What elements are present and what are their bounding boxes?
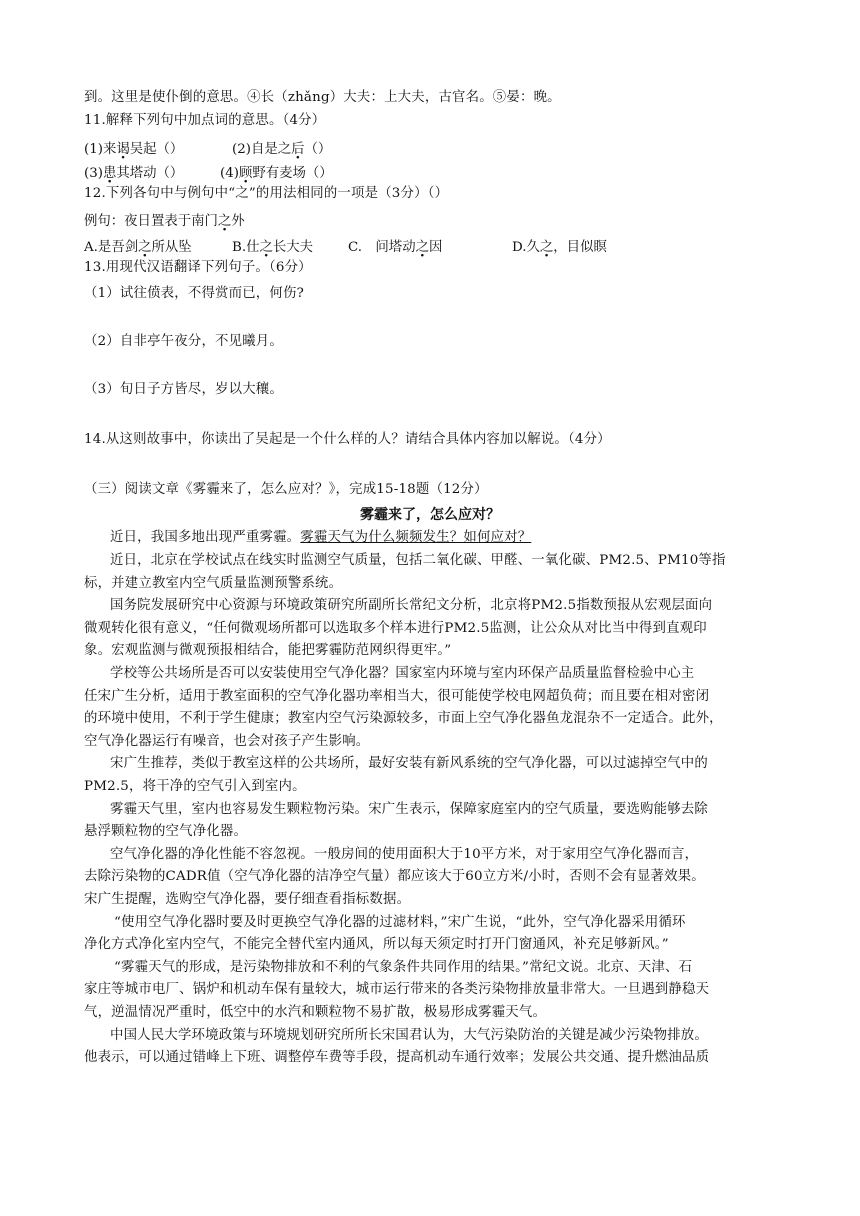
article-line: 家庄等城市电厂、锅炉和机动车保有量较大，城市运行带来的各类污染物排放量非常大。一旦遇到静稳天 bbox=[84, 982, 710, 998]
article-line: 他表示，可以通过错峰上下班、调整停车费等手段，提高机动车通行效率；发展公共交通、提升燃油品质 bbox=[84, 1050, 710, 1066]
article-line: 学校等公共场所是否可以安装使用空气净化器？国家室内环境与室内环保产品质量监督检验中心主 bbox=[110, 666, 695, 681]
article-title: 雾霾来了，怎么应对？ bbox=[360, 507, 500, 523]
article-line: “使用空气净化器时要及时更换空气净化器的过滤材料，”宋广生说，“此外，空气净化器采用循环 bbox=[114, 914, 686, 930]
article-line: 的环境中使用，不利于学生健康；教室内空气污染源较多，市面上空气净化器鱼龙混杂不一定适合。此外， bbox=[84, 711, 723, 727]
question-12-stem: 12.下列各句中与例句中“之”的用法相同的一项是（3分）（） bbox=[84, 186, 449, 201]
question-12-option-a: A.是吾剑之所从坠 bbox=[84, 240, 192, 255]
article-line: 空气净化器运行有噪音，也会对孩子产生影响。 bbox=[84, 733, 370, 749]
article-line: 气，逆温情况严重时，低空中的水汽和颗粒物不易扩散，极易形成雾霾天气。 bbox=[84, 1005, 547, 1020]
article-line: PM2.5，将干净的空气引入到室内。 bbox=[84, 779, 306, 794]
question-11-item-2: (2)自是之后（） bbox=[232, 142, 332, 157]
footnote-line: 到。这里是使仆倒的意思。④长（zhǎng）大夫：上大夫，古官名。⑤晏：晚。 bbox=[84, 90, 561, 105]
question-12-option-c: C. 问塔动之因 bbox=[348, 240, 443, 255]
article-line: 微观转化很有意义，“任何微观场所都可以选取多个样本进行PM2.5监测，让公众从对比当中得到直观印 bbox=[84, 620, 707, 636]
article-line: 去除污染物的CADR值（空气净化器的洁净空气量）都应该大于60立方米/小时，否则不会有显著效果。 bbox=[84, 869, 705, 885]
question-12-option-b: B.仕之长大夫 bbox=[232, 240, 314, 255]
question-12-example: 例句：夜日置表于南门之外 bbox=[84, 214, 245, 229]
question-12-option-d: D.久之，目似瞑 bbox=[512, 240, 607, 255]
article-line: 雾霾天气里，室内也容易发生颗粒物污染。宋广生表示，保障家庭室内的空气质量，要选购能够去除 bbox=[110, 801, 708, 817]
article-line: 空气净化器的净化性能不容忽视。一般房间的使用面积大于10平方米，对于家用空气净化器而言， bbox=[110, 846, 699, 862]
question-13-stem: 13.用现代汉语翻译下列句子。（6分） bbox=[84, 260, 312, 275]
article-line: 近日，北京在学校试点在线实时监测空气质量，包括二氧化碳、甲醛、一氧化碳、PM2.5、PM10等指 bbox=[110, 553, 726, 568]
section-3-heading: （三）阅读文章《雾霾来了，怎么应对？》，完成15-18题（12分） bbox=[84, 482, 488, 497]
article-line: 宋广生提醒，选购空气净化器，要仔细查看指标数据。 bbox=[84, 892, 411, 907]
article-line: “雾霾天气的形成，是污染物排放和不利的气象条件共同作用的结果。”常纪文说。北京、天津、石 bbox=[114, 959, 693, 975]
question-11-item-1: (1)来谒吴起（） bbox=[84, 142, 184, 157]
article-line: 国务院发展研究中心资源与环境政策研究所副所长常纪文分析，北京将PM2.5指数预报从宏观层面向 bbox=[110, 598, 713, 614]
question-13-sentence-3: （3）旬日子方皆尽，岁以大穰。 bbox=[84, 382, 283, 397]
question-13-sentence-2: （2）自非亭午夜分，不见曦月。 bbox=[84, 334, 283, 349]
question-11-stem: 11.解释下列句中加点词的意思。（4分） bbox=[84, 113, 326, 128]
article-line: 中国人民大学环境政策与环境规划研究所所长宋国君认为，大气污染防治的关键是减少污染物排放。 bbox=[110, 1027, 708, 1043]
article-line: 悬浮颗粒物的空气净化器。 bbox=[84, 824, 248, 840]
question-11-item-3: (3)患其塔动（） bbox=[84, 166, 184, 181]
question-14-stem: 14.从这则故事中，你读出了吴起是一个什么样的人？请结合具体内容加以解说。（4分） bbox=[84, 432, 611, 447]
article-line: 标，并建立教室内空气质量监测预警系统。 bbox=[84, 575, 343, 591]
article-line: 象。宏观监测与微观预报相结合，能把雾霾防范网织得更牢。” bbox=[84, 643, 452, 659]
underlined-question: 雾霾天气为什么频频发生？如何应对？ bbox=[300, 530, 532, 545]
article-line: 宋广生推荐，类似于教室这样的公共场所，最好安装有新风系统的空气净化器，可以过滤掉空气中的 bbox=[110, 756, 708, 772]
question-13-sentence-1: （1）试往偾表，不得赏而已，何伤? bbox=[84, 286, 304, 301]
article-line: 任宋广生分析，适用于教室面积的空气净化器功率相当大，很可能使学校电网超负荷；而且要在相对密闭 bbox=[84, 688, 710, 704]
article-paragraph-1: 近日，我国多地出现严重雾霾。雾霾天气为什么频频发生？如何应对？ bbox=[110, 530, 532, 545]
article-line: 净化方式净化室内空气，不能完全替代室内通风，所以每天须定时打开门窗通风，补充足够新风。” bbox=[84, 937, 669, 953]
question-11-item-4: (4)顾野有麦场（） bbox=[220, 166, 333, 181]
